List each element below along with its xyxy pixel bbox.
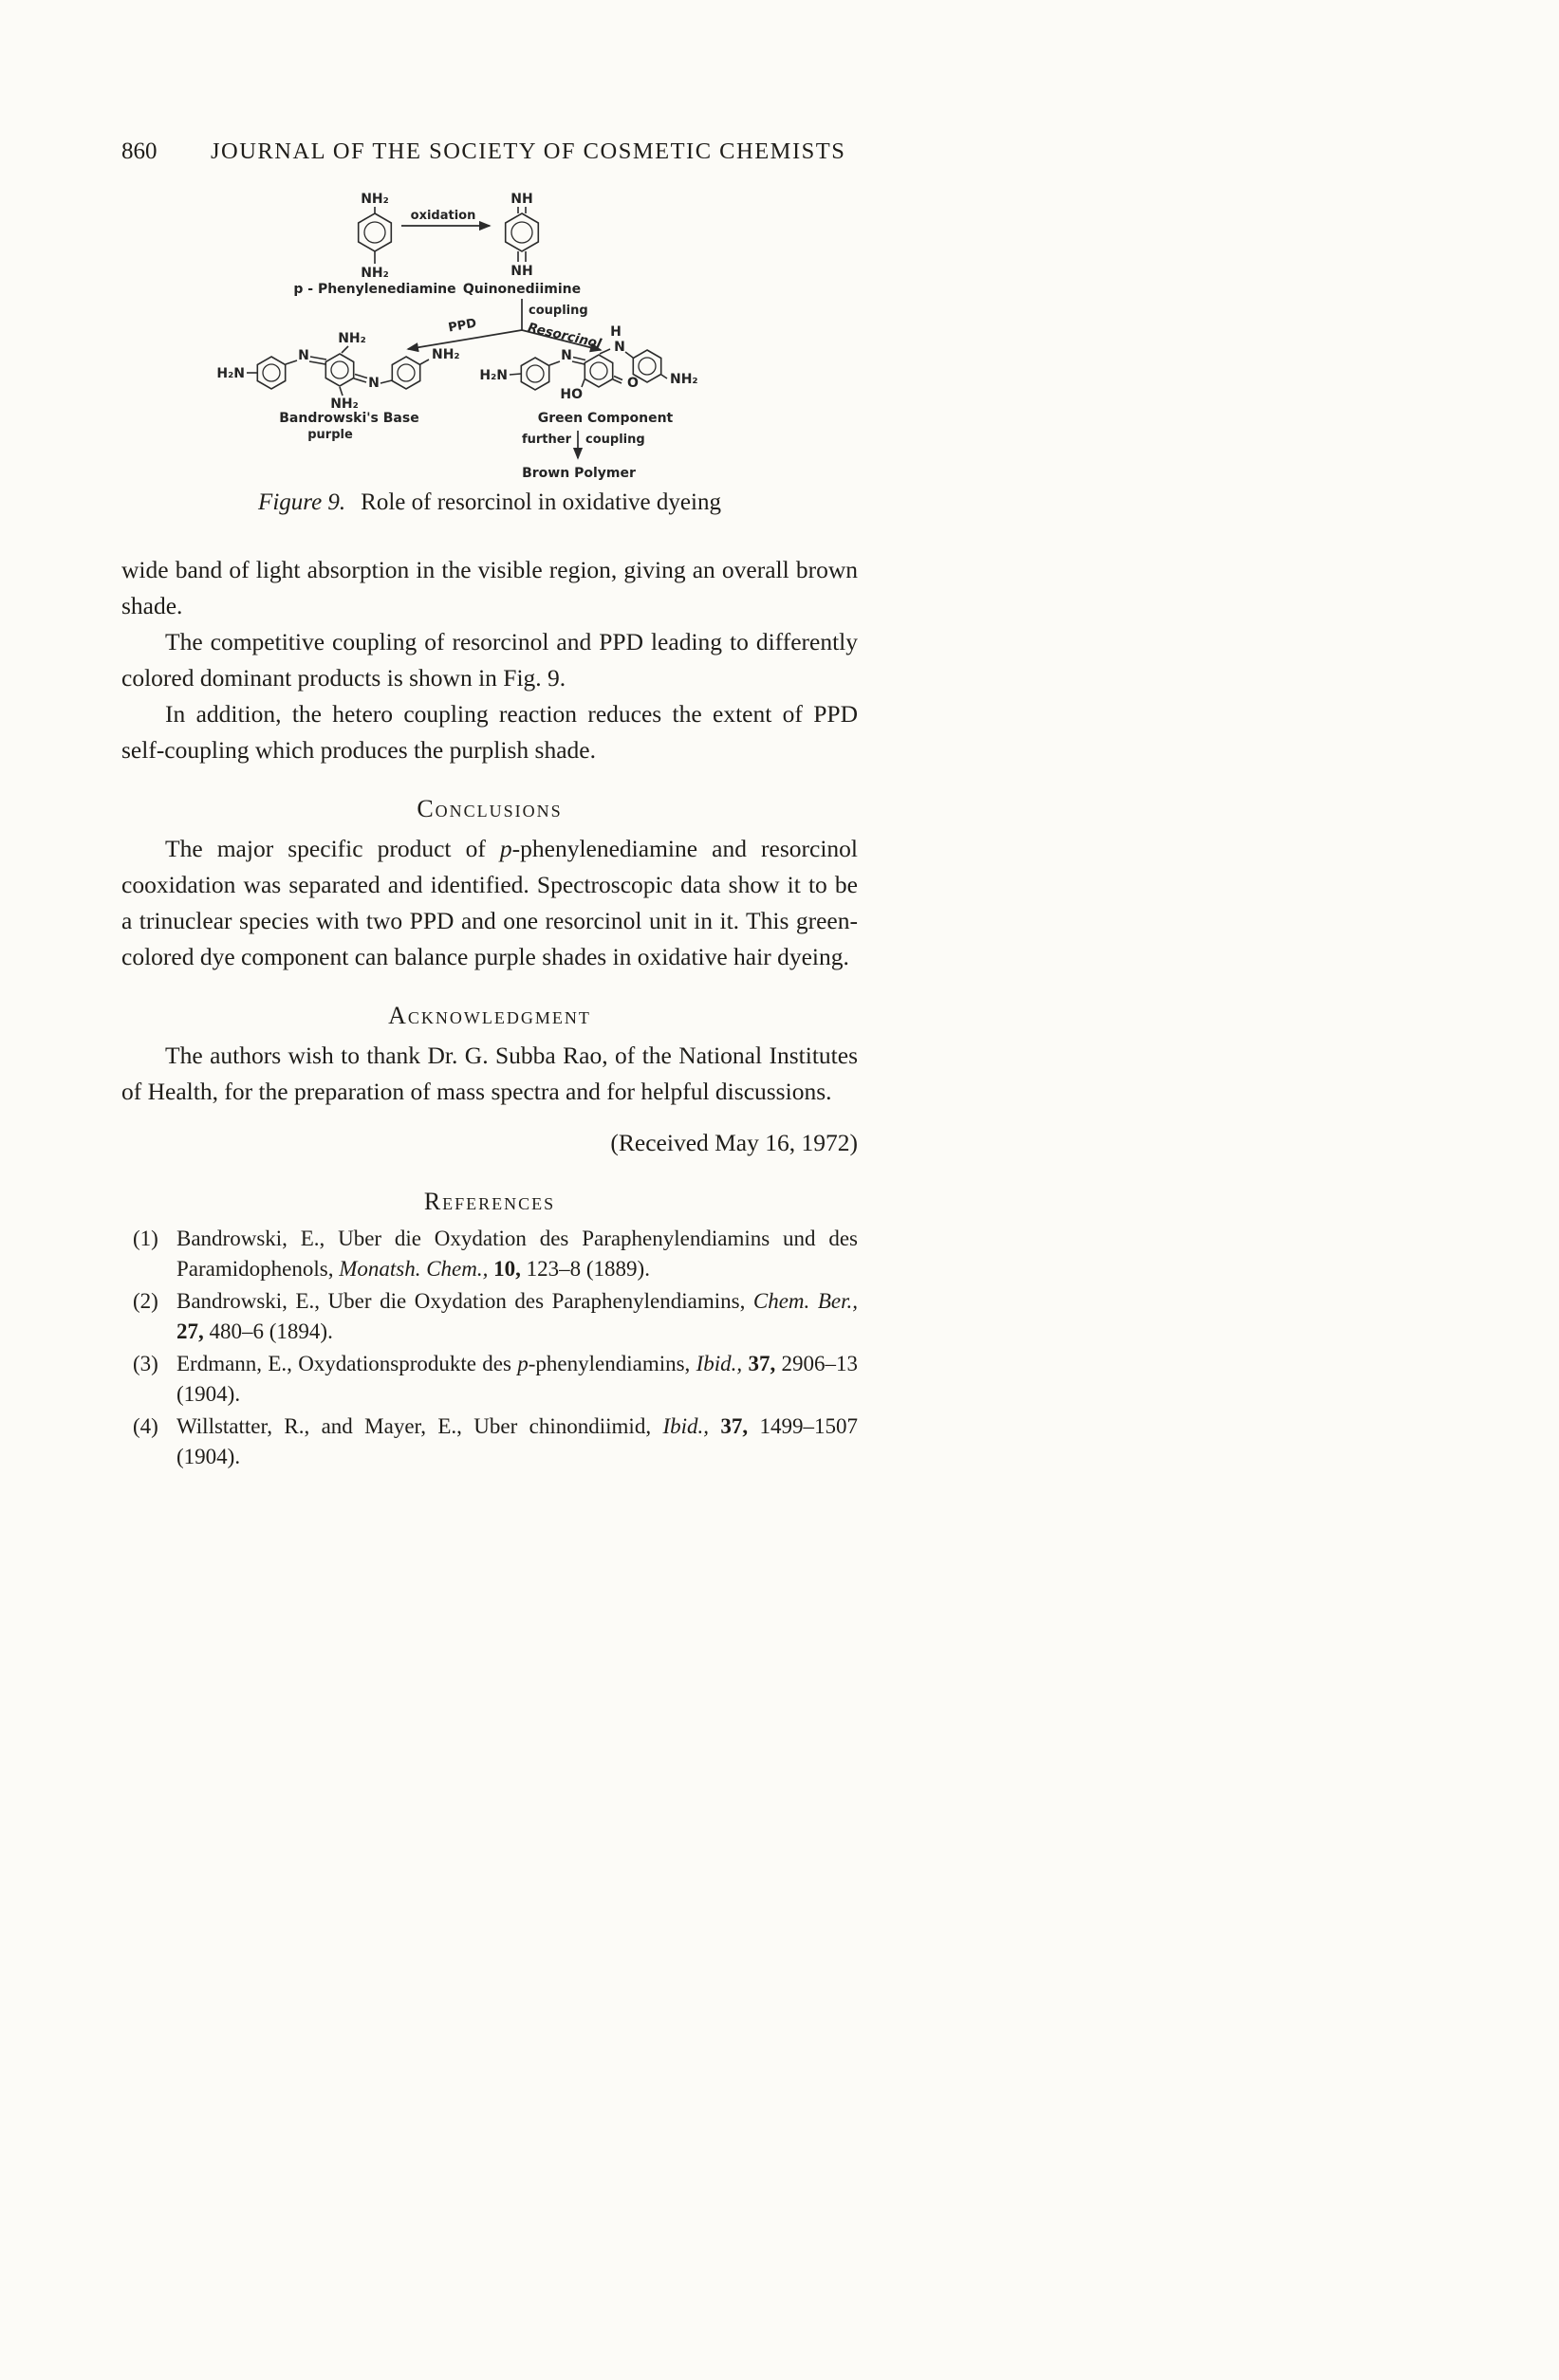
text-run: Erdmann, E., Oxydationsprodukte des [176, 1352, 518, 1375]
ppd-name-label: p - Phenylenediamine [293, 282, 456, 297]
text-run: 480–6 (1894). [203, 1319, 333, 1343]
figure-9 [121, 188, 858, 516]
bandrowski-h2n-label: H₂N [216, 366, 245, 381]
paragraph-continuation: wide band of light absorption in the visible region, giving an overall brown shade. [121, 556, 858, 619]
reference-text [176, 1349, 858, 1410]
brown-polymer-label: Brown Polymer [522, 466, 636, 481]
section-heading-acknowledgment: Acknowledgment [388, 1002, 591, 1029]
quinonediimine-structure [463, 192, 581, 297]
ppd-bottom-label: NH₂ [361, 266, 389, 281]
benzene-ring [633, 350, 660, 382]
benzene-ring [392, 357, 419, 389]
coupling-branch [408, 299, 603, 352]
text-run: 123–8 (1889). [520, 1257, 650, 1281]
bandrowski-nh2-right-label: NH₂ [432, 347, 460, 362]
green-h2n-label: H₂N [479, 368, 508, 383]
reference-item-3 [121, 1349, 858, 1410]
benzene-ring [506, 213, 539, 251]
page-number: 860 [121, 138, 158, 164]
figure9-reaction-scheme [180, 188, 807, 484]
green-h-label: H [610, 324, 622, 340]
ppd-top-label: NH₂ [361, 192, 389, 207]
reference-number: (2) [133, 1289, 158, 1313]
text-run-italic: p [499, 835, 512, 862]
page-header [121, 138, 858, 165]
conclusions-paragraph [121, 831, 858, 975]
paragraph-hetero-coupling: In addition, the hetero coupling reaction reduces the extent of PPD self-coupling which produces the purplish shade. [121, 700, 858, 764]
figure-caption-number: Figure 9. [258, 489, 346, 515]
reference-number: (3) [133, 1352, 158, 1375]
reference-text [176, 1411, 858, 1472]
reference-text [176, 1224, 858, 1284]
reference-item-2 [121, 1286, 858, 1347]
text-run-bold: 37, [742, 1352, 776, 1375]
acknowledgment-paragraph: The authors wish to thank Dr. G. Subba Rao, of the National Institutes of Health, for the preparation of mass spectra and for helpful discussions. [121, 1042, 858, 1105]
bandrowski-n-left-label: N [298, 348, 309, 363]
figure-caption-text: Role of resorcinol in oxidative dyeing [361, 489, 721, 515]
text-run: Bandrowski, E., Uber die Oxydation des Paraphenylendiamins und des Paramidophenols, [176, 1227, 858, 1281]
quinone-top-label: NH [510, 192, 533, 207]
green-ho-label: HO [560, 387, 583, 402]
reference-item-4 [121, 1411, 858, 1472]
text-run-italic: Ibid., [696, 1352, 743, 1375]
oxidation-label: oxidation [410, 209, 476, 223]
article-body [121, 552, 858, 1472]
reference-item-1 [121, 1224, 858, 1284]
bandrowski-nh2-top-label: NH₂ [338, 331, 366, 346]
further-label: further [521, 433, 571, 447]
green-n-right-label: N [614, 340, 625, 355]
bandrowski-nh2-bottom-label: NH₂ [330, 397, 359, 412]
benzene-ring [585, 355, 612, 387]
ppd-structure [293, 192, 455, 297]
benzene-ring [359, 213, 392, 251]
text-run-bold: 10, [488, 1257, 521, 1281]
further-coupling-arrow [522, 431, 645, 458]
coupling-label: coupling [529, 304, 588, 318]
reference-text [176, 1286, 858, 1347]
green-name-label: Green Component [537, 411, 674, 426]
benzene-ring [521, 358, 548, 390]
text-run: Willstatter, R., and Mayer, E., Uber chinondiimid, [176, 1414, 663, 1438]
text-run: Bandrowski, E., Uber die Oxydation des Paraphenylendiamins, [176, 1289, 753, 1313]
quinone-name-label: Quinonediimine [462, 282, 582, 297]
journal-page [121, 138, 858, 1472]
bandrowski-structure [216, 331, 459, 442]
bandrowski-n-right-label: N [368, 376, 380, 391]
reference-number: (1) [133, 1227, 158, 1250]
text-run-bold: 37, [709, 1414, 749, 1438]
reference-list [121, 1224, 858, 1472]
text-run: 2906–13 (1904). [176, 1352, 859, 1406]
received-line: (Received May 16, 1972) [610, 1129, 858, 1156]
text-run: -phenylendiamins, [528, 1352, 696, 1375]
ppd-branch-label: PPD [447, 316, 478, 336]
text-run-bold: 27, [176, 1319, 204, 1343]
text-run: -phenylenediamine and resorcinol cooxidation was separated and identified. Spectroscopic data show it to be a trinuclear species with two PPD and one resorcinol unit in it. This green-colored dye component can balance purple shades in oxidative hair dyeing. [121, 835, 858, 970]
green-o-label: O [627, 376, 639, 391]
bandrowski-name-label: Bandrowski's Base [279, 411, 419, 426]
text-run-italic: Chem. Ber., [752, 1289, 858, 1313]
oxidation-arrow [401, 209, 490, 226]
text-run: The major specific product of [165, 835, 500, 862]
section-heading-conclusions: Conclusions [417, 795, 563, 822]
bandrowski-color-label: purple [307, 428, 353, 442]
section-heading-references: References [423, 1188, 556, 1215]
figure-caption [121, 489, 858, 516]
benzene-ring [257, 357, 285, 389]
quinone-bottom-label: NH [510, 264, 533, 279]
text-run-italic: p [517, 1352, 529, 1375]
green-nh2-label: NH₂ [670, 372, 698, 387]
reference-number: (4) [133, 1414, 158, 1438]
further-coupling-label: coupling [585, 433, 645, 447]
journal-title: JOURNAL OF THE SOCIETY OF COSMETIC CHEMISTS [211, 138, 846, 164]
text-run-italic: Monatsh. Chem., [339, 1257, 489, 1281]
green-n-left-label: N [561, 348, 572, 363]
paragraph-competitive-coupling: The competitive coupling of resorcinol and PPD leading to differently colored dominant products is shown in Fig. 9. [121, 628, 858, 692]
benzene-ring [325, 354, 353, 386]
text-run-italic: Ibid., [662, 1414, 710, 1438]
resorcinol-branch-label: Resorcinol [526, 320, 603, 352]
text-run: 1499–1507 (1904). [176, 1414, 859, 1468]
